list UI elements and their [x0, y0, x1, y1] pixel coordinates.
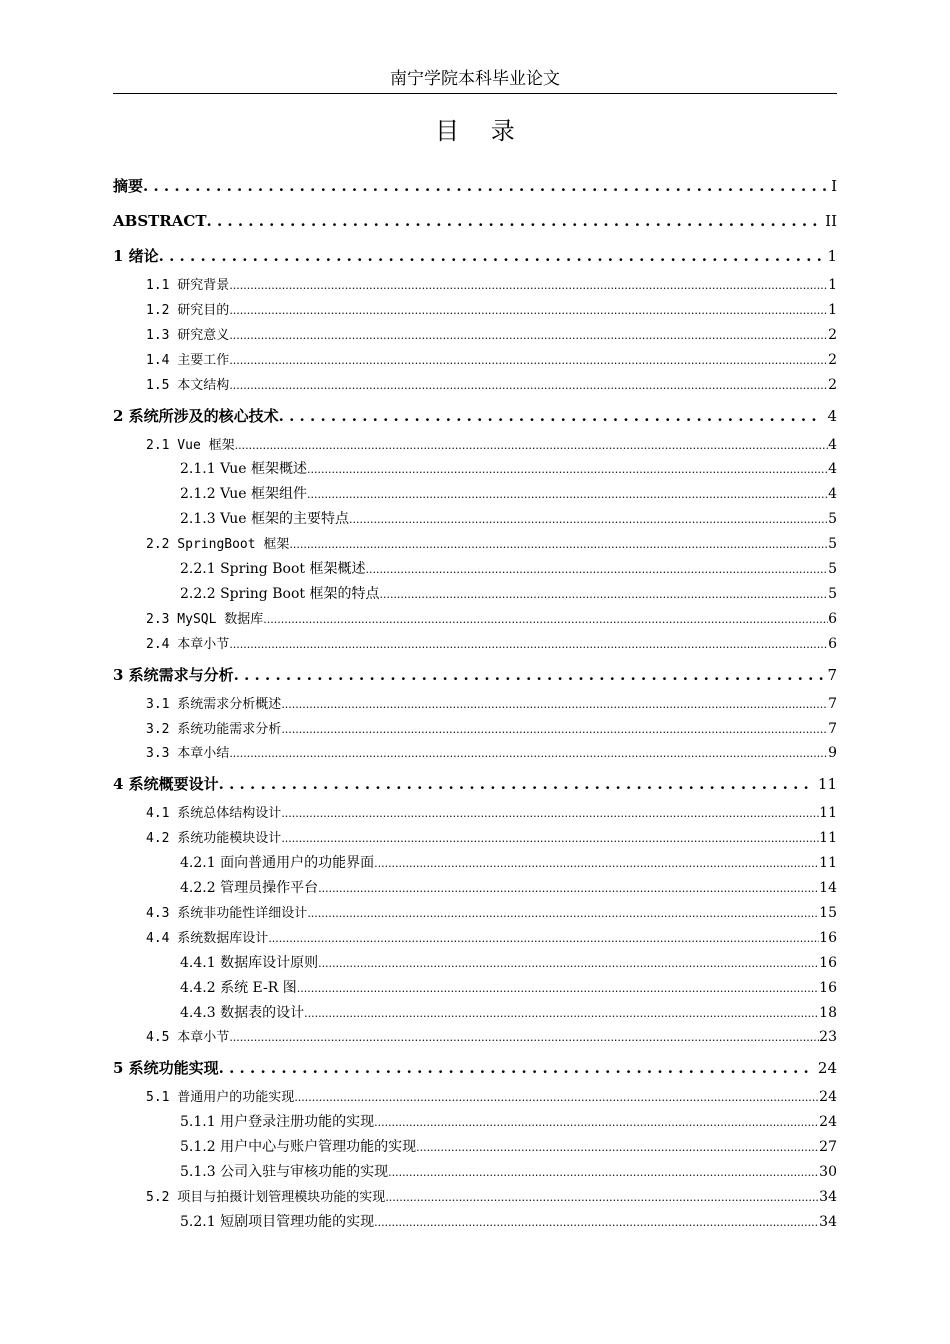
toc-entry-label: 4.2 系统功能模块设计 [146, 831, 282, 847]
toc-leader-dots [229, 348, 828, 373]
toc-entry-label: 4.5 本章小节 [146, 1030, 230, 1046]
toc-entry[interactable] [146, 433, 837, 458]
toc-entry-label: 5 系统功能实现 [113, 1059, 219, 1078]
toc-leader-dots [281, 692, 828, 717]
toc-entry-page: 34 [819, 1188, 837, 1205]
toc-leader-dots [219, 1054, 814, 1082]
toc-leader-dots [318, 876, 819, 901]
toc-entry-page: 5 [828, 585, 837, 602]
toc-entry[interactable] [146, 1085, 837, 1110]
toc-entry-label: 3.2 系统功能需求分析 [146, 721, 282, 737]
toc-entry-label: 2 系统所涉及的核心技术 [113, 406, 279, 425]
toc-leader-dots [229, 273, 828, 298]
toc-entry-page: 7 [828, 695, 837, 712]
toc-entry-page: 4 [828, 486, 837, 503]
toc-leader-dots [281, 717, 828, 742]
toc-entry-page: 5 [828, 536, 837, 553]
toc-leader-dots [416, 1135, 819, 1160]
toc-leader-dots [229, 632, 828, 657]
toc-leader-dots [229, 741, 828, 766]
toc-entry[interactable] [146, 741, 837, 766]
toc-entry-page: 18 [819, 1004, 837, 1021]
toc-entry-label: 3.1 系统需求分析概述 [146, 696, 282, 712]
toc-leader-dots [268, 926, 819, 951]
toc-entry[interactable] [180, 482, 837, 507]
toc-entry-page: 15 [819, 904, 837, 921]
toc-leader-dots [289, 532, 828, 557]
toc-leader-dots [349, 507, 828, 532]
toc-entry[interactable] [146, 273, 837, 298]
toc-leader-dots [374, 851, 819, 876]
toc-entry[interactable] [146, 692, 837, 717]
toc-leader-dots [385, 1185, 819, 1210]
toc-entry-page: 16 [819, 929, 837, 946]
toc-entry-label: 2.2 SpringBoot 框架 [146, 537, 290, 553]
toc-entry[interactable] [146, 632, 837, 657]
toc-entry-label: 1.1 研究背景 [146, 278, 230, 293]
toc-entry-page: 14 [819, 880, 837, 896]
toc-entry[interactable] [180, 1001, 837, 1026]
toc-entry-label: 3 系统需求与分析 [113, 665, 234, 684]
toc-entry-label: 4.1 系统总体结构设计 [146, 806, 282, 822]
toc-entry-label: 2.1.2 Vue 框架组件 [180, 486, 308, 503]
toc-entry-label: 2.1.1 Vue 框架概述 [180, 461, 308, 478]
toc-entry[interactable] [180, 951, 837, 976]
toc-entry-label: 2.1 Vue 框架 [146, 437, 235, 453]
toc-leader-dots [304, 1001, 819, 1026]
toc-entry[interactable] [180, 582, 837, 607]
toc-leader-dots [229, 373, 828, 398]
toc-leader-dots [374, 1110, 819, 1135]
toc-entry-label: 2.2.2 Spring Boot 框架的特点 [180, 585, 380, 602]
toc-entry[interactable] [146, 826, 837, 851]
toc-entry[interactable] [180, 976, 837, 1001]
toc-leader-dots [279, 402, 824, 430]
toc-entry-label: 2.3 MySQL 数据库 [146, 611, 264, 627]
toc-leader-dots [388, 1160, 819, 1185]
toc-entry-label: 4.4.1 数据库设计原则 [180, 954, 319, 971]
toc-entry[interactable] [180, 457, 837, 482]
toc-entry-label: 5.1.3 公司入驻与审核功能的实现 [180, 1164, 389, 1180]
toc-leader-dots [229, 1025, 819, 1050]
toc-entry-label: 4 系统概要设计 [113, 775, 219, 794]
toc-leader-dots [281, 801, 819, 826]
toc-entry-label: 1 绪论 [113, 247, 159, 265]
toc-leader-dots [234, 661, 824, 689]
toc-entry-page: 11 [819, 805, 837, 822]
toc-entry-label: 4.3 系统非功能性详细设计 [146, 905, 308, 921]
toc-entry-label: 1.5 本文结构 [146, 377, 230, 393]
toc-leader-dots [143, 172, 827, 200]
toc-entry-page: 16 [819, 979, 837, 996]
toc-entry-page: 24 [819, 1089, 837, 1106]
toc-entry[interactable] [146, 926, 837, 951]
toc-entry[interactable] [180, 1110, 837, 1135]
toc-entry-page: 4 [828, 436, 837, 453]
toc-entry[interactable] [180, 1210, 837, 1235]
toc-entry-page: 16 [819, 954, 837, 971]
toc-leader-dots [281, 826, 819, 851]
toc-leader-dots [365, 557, 828, 582]
toc-entry-page: 4 [827, 406, 837, 425]
toc-entry[interactable] [113, 661, 837, 689]
toc-leader-dots [307, 901, 819, 926]
toc-entry-page: I [831, 177, 837, 195]
toc-entry-label: 5.1.2 用户中心与账户管理功能的实现 [180, 1139, 417, 1156]
toc-entry[interactable] [146, 323, 837, 348]
toc-entry[interactable] [146, 298, 837, 323]
toc-leader-dots [294, 1085, 819, 1110]
toc-entry-page: 24 [817, 1059, 837, 1078]
toc-entry-page: 11 [819, 855, 837, 872]
toc-entry[interactable] [146, 717, 837, 742]
toc-entry-page: 7 [828, 720, 837, 737]
toc-leader-dots [374, 1210, 819, 1235]
toc-entry-label: 1.4 主要工作 [146, 352, 230, 368]
toc-entry[interactable] [180, 1160, 837, 1185]
toc-entry-page: 2 [828, 351, 837, 368]
toc-entry[interactable] [113, 402, 837, 430]
toc-entry-label: 1.3 研究意义 [146, 327, 230, 343]
toc-entry[interactable] [146, 532, 837, 557]
toc-entry-label: 4.2.2 管理员操作平台 [180, 880, 319, 896]
toc-entry-page: 23 [819, 1029, 837, 1046]
toc-entry-page: 11 [819, 830, 837, 847]
toc-entry-page: 9 [828, 745, 837, 762]
toc-leader-dots [229, 298, 828, 323]
toc-entry[interactable] [113, 172, 837, 200]
toc-entry-label: 4.4.3 数据表的设计 [180, 1004, 305, 1021]
toc-entry-page: 6 [828, 635, 837, 652]
toc-entry-page: 11 [817, 775, 837, 794]
toc-entry-label: 5.2 项目与拍摄计划管理模块功能的实现 [146, 1189, 386, 1205]
toc-leader-dots [297, 976, 819, 1001]
toc-entry-label: 3.3 本章小结 [146, 746, 230, 762]
toc-leader-dots [307, 457, 828, 482]
toc-leader-dots [235, 433, 828, 458]
toc-entry[interactable] [180, 557, 837, 582]
toc-entry-label: ABSTRACT [113, 212, 207, 230]
toc-entry[interactable] [146, 801, 837, 826]
toc-entry-label: 4.2.1 面向普通用户的功能界面 [180, 855, 375, 872]
toc-entry[interactable] [146, 348, 837, 373]
toc-entry[interactable] [113, 1054, 837, 1082]
toc-entry-label: 5.2.1 短剧项目管理功能的实现 [180, 1213, 375, 1230]
toc-entry-page: 5 [828, 561, 837, 577]
toc-entry-page: 1 [828, 277, 837, 293]
toc-entry[interactable] [113, 242, 837, 270]
toc-entry-label: 2.4 本章小节 [146, 636, 230, 652]
toc-entry-page: II [825, 212, 837, 230]
toc-entry-page: 34 [819, 1213, 837, 1230]
toc-entry[interactable] [146, 901, 837, 926]
toc-entry-page: 30 [819, 1164, 837, 1180]
toc-entry-label: 2.1.3 Vue 框架的主要特点 [180, 511, 350, 528]
toc-entry-page: 4 [828, 461, 837, 478]
toc-entry[interactable] [113, 207, 837, 235]
toc-entry[interactable] [180, 876, 837, 901]
toc-entry[interactable] [146, 1185, 837, 1210]
toc-entry-label: 4.4.2 系统 E-R 图 [180, 979, 297, 996]
toc-entry-page: 1 [828, 301, 837, 318]
toc-entry[interactable] [146, 373, 837, 398]
toc-entry-page: 2 [828, 326, 837, 343]
toc-leader-dots [229, 323, 828, 348]
toc-leader-dots [207, 207, 822, 235]
toc-leader-dots [307, 482, 828, 507]
toc-entry[interactable] [146, 607, 837, 632]
toc-entry-label: 2.2.1 Spring Boot 框架概述 [180, 561, 366, 577]
toc-leader-dots [219, 770, 814, 798]
toc-entry-label: 摘要 [113, 177, 144, 195]
toc-leader-dots [318, 951, 819, 976]
toc-entry-label: 1.2 研究目的 [146, 302, 230, 318]
toc-entry[interactable] [180, 1135, 837, 1160]
toc-entry-page: 27 [819, 1139, 837, 1156]
toc-entry-label: 5.1.1 用户登录注册功能的实现 [180, 1114, 375, 1131]
toc-entry-page: 1 [827, 247, 837, 265]
page-header: 南宁学院本科毕业论文 [113, 66, 837, 94]
toc-leader-dots [159, 242, 824, 270]
toc-leader-dots [263, 607, 828, 632]
toc-entry-page: 6 [828, 610, 837, 627]
toc-title: 目 录 [435, 117, 527, 145]
toc-entry[interactable] [113, 770, 837, 798]
toc-entry-page: 2 [828, 376, 837, 393]
toc-entry[interactable] [180, 507, 837, 532]
toc-entry-page: 7 [827, 665, 837, 684]
toc-entry-label: 5.1 普通用户的功能实现 [146, 1090, 295, 1106]
toc-entry-page: 24 [819, 1114, 837, 1131]
toc-entry-page: 5 [828, 511, 837, 528]
toc-leader-dots [379, 582, 828, 607]
toc-entry[interactable] [180, 851, 837, 876]
toc-entry[interactable] [146, 1025, 837, 1050]
toc-entry-label: 4.4 系统数据库设计 [146, 930, 269, 946]
